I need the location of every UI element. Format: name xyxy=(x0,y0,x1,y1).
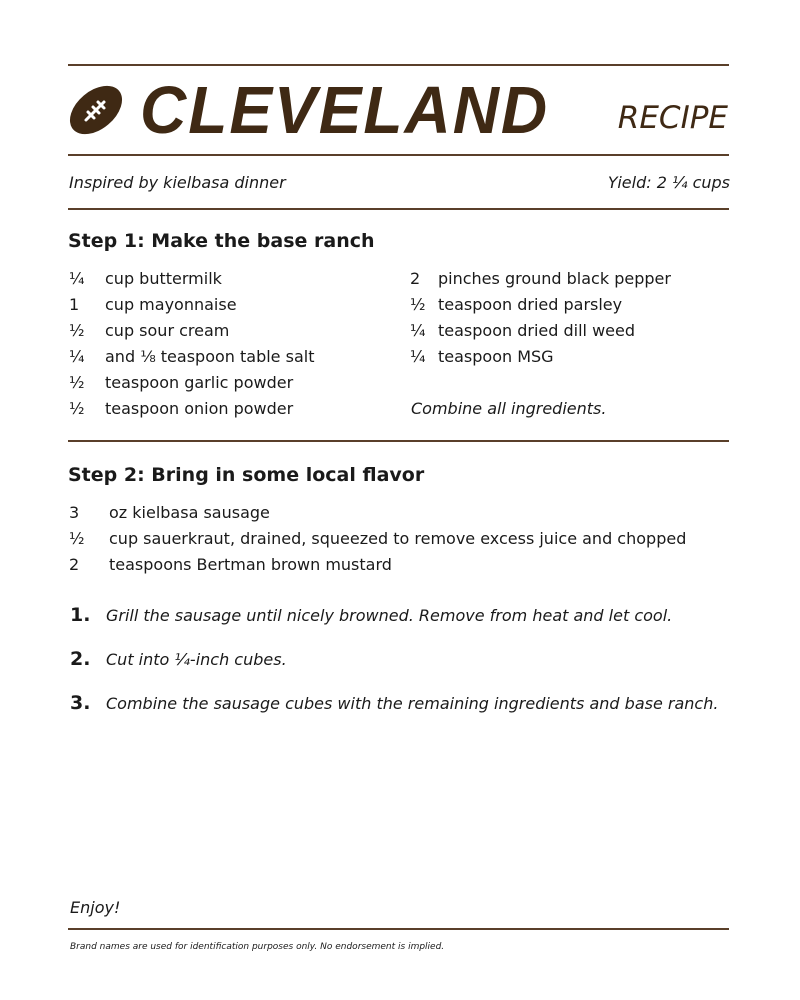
step2-heading: Step 2: Bring in some local flavor xyxy=(68,464,425,486)
ingredient-row xyxy=(69,318,314,344)
divider xyxy=(68,928,729,930)
ingredient-row xyxy=(410,318,671,344)
step-number: 2. xyxy=(70,648,91,670)
ingredient: teaspoon dried dill weed xyxy=(438,321,635,340)
ingredient: teaspoon dried parsley xyxy=(438,295,623,314)
ingredient-row xyxy=(410,344,671,370)
ingredient-row xyxy=(69,526,686,552)
logo-text: CLEVELAND xyxy=(140,72,550,148)
quantity: 2 xyxy=(69,555,80,574)
quantity: ¼ xyxy=(69,347,85,366)
quantity: ¼ xyxy=(69,269,85,288)
ingredient-list-left xyxy=(69,266,314,422)
step2-ingredients xyxy=(69,500,686,578)
step-text: Cut into ¼-inch cubes. xyxy=(106,650,287,669)
inspired-by: Inspired by kielbasa dinner xyxy=(69,173,286,192)
yield: Yield: 2 ¼ cups xyxy=(607,173,730,192)
quantity: ½ xyxy=(69,529,85,548)
ingredient: cup mayonnaise xyxy=(105,295,237,314)
instruction-step xyxy=(70,692,718,736)
logo xyxy=(68,72,550,148)
recipe-title: RECIPE xyxy=(617,100,728,136)
quantity: ¼ xyxy=(410,321,426,340)
quantity: 2 xyxy=(410,269,421,288)
step1-note: Combine all ingredients. xyxy=(411,399,607,418)
disclaimer: Brand names are used for identification purposes only. No endorsement is implied. xyxy=(70,942,445,952)
divider xyxy=(68,64,729,66)
step-text: Grill the sausage until nicely browned. Remove from heat and let cool. xyxy=(106,606,673,625)
ingredient: teaspoons Bertman brown mustard xyxy=(109,555,392,574)
ingredient: oz kielbasa sausage xyxy=(109,503,270,522)
ingredient-row xyxy=(69,552,686,578)
quantity: ½ xyxy=(69,321,85,340)
ingredient: and ⅛ teaspoon table salt xyxy=(105,347,315,366)
quantity: ¼ xyxy=(410,347,426,366)
divider xyxy=(68,154,729,156)
divider xyxy=(68,208,729,210)
ingredient: cup buttermilk xyxy=(105,269,222,288)
ingredient-row xyxy=(69,500,686,526)
quantity: 3 xyxy=(69,503,80,522)
step-text: Combine the sausage cubes with the remaining ingredients and base ranch. xyxy=(106,694,719,713)
instruction-step xyxy=(70,604,718,648)
ingredient: teaspoon onion powder xyxy=(105,399,294,418)
ingredient: pinches ground black pepper xyxy=(438,269,671,288)
football-icon xyxy=(68,82,124,138)
instruction-step xyxy=(70,648,718,692)
ingredient-row xyxy=(410,292,671,318)
ingredient-row xyxy=(69,370,314,396)
enjoy-text: Enjoy! xyxy=(70,898,121,917)
step-number: 1. xyxy=(70,604,91,626)
quantity: ½ xyxy=(69,399,85,418)
ingredient-list-right xyxy=(410,266,671,370)
instruction-list xyxy=(70,604,718,736)
ingredient-row xyxy=(69,292,314,318)
ingredient-row xyxy=(69,396,314,422)
ingredient-row xyxy=(69,344,314,370)
ingredient: cup sour cream xyxy=(105,321,230,340)
quantity: 1 xyxy=(69,295,80,314)
ingredient: teaspoon MSG xyxy=(438,347,554,366)
step1-heading: Step 1: Make the base ranch xyxy=(68,230,375,252)
ingredient-row xyxy=(69,266,314,292)
ingredient: teaspoon garlic powder xyxy=(105,373,294,392)
step-number: 3. xyxy=(70,692,91,714)
divider xyxy=(68,440,729,442)
ingredient: cup sauerkraut, drained, squeezed to remove excess juice and chopped xyxy=(109,529,687,548)
quantity: ½ xyxy=(410,295,426,314)
ingredient-row xyxy=(410,266,671,292)
quantity: ½ xyxy=(69,373,85,392)
